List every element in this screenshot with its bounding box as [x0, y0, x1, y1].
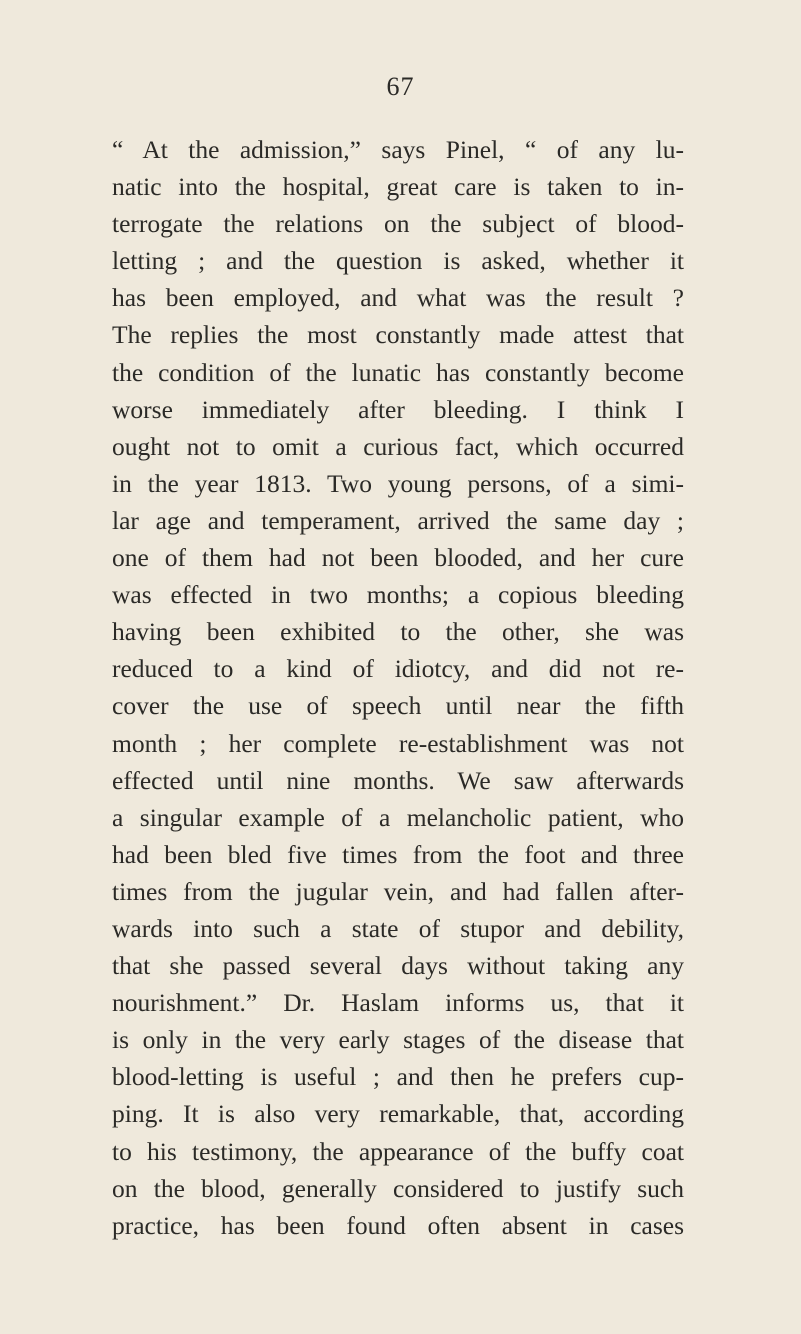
text-line: times from the jugular vein, and had fallen after- [112, 876, 684, 906]
text-line: a singular example of a melancholic patient, who [112, 802, 684, 832]
text-line: month ; her complete re-establishment was not [112, 728, 684, 758]
text-line: has been employed, and what was the result ? [112, 283, 684, 313]
text-line: to his testimony, the appearance of the buffy coat [112, 1136, 684, 1166]
text-line: “ At the admission,” says Pinel, “ of any lu- [112, 135, 684, 164]
text-line: the condition of the lunatic has constantly become [112, 357, 684, 387]
text-line: was effected in two months; a copious bleeding [112, 580, 684, 610]
text-line: letting ; and the question is asked, whether it [112, 246, 684, 276]
text-line: reduced to a kind of idiotcy, and did not re- [112, 654, 684, 684]
text-line: having been exhibited to the other, she was [112, 617, 684, 647]
text-line: effected until nine months. We saw afterwards [112, 765, 684, 795]
text-line: blood-letting is useful ; and then he prefers cup- [112, 1062, 684, 1092]
text-line: is only in the very early stages of the disease that [112, 1025, 684, 1055]
text-line: The replies the most constantly made attest that [112, 320, 684, 350]
text-line: wards into such a state of stupor and debility, [112, 913, 684, 943]
text-line: that she passed several days without taking any [112, 951, 684, 981]
text-line: terrogate the relations on the subject of blood- [112, 209, 684, 239]
text-line: cover the use of speech until near the fifth [112, 691, 684, 721]
text-line: natic into the hospital, great care is taken to in- [112, 172, 684, 202]
text-line: on the blood, generally considered to justify such [112, 1173, 684, 1203]
text-line: ought not to omit a curious fact, which occurred [112, 431, 684, 461]
text-line: in the year 1813. Two young persons, of a simi- [112, 468, 684, 498]
body-text [112, 131, 684, 1244]
text-line: lar age and temperament, arrived the same day ; [112, 505, 684, 535]
text-line: worse immediately after bleeding. I think I [112, 394, 684, 424]
text-line: nourishment.” Dr. Haslam informs us, that it [112, 988, 684, 1018]
text-line: ping. It is also very remarkable, that, according [112, 1099, 684, 1129]
text-line: had been bled five times from the foot and three [112, 839, 684, 869]
text-line: practice, has been found often absent in cases [112, 1210, 684, 1240]
text-line: one of them had not been blooded, and her cure [112, 543, 684, 573]
page-number: 67 [386, 72, 415, 101]
